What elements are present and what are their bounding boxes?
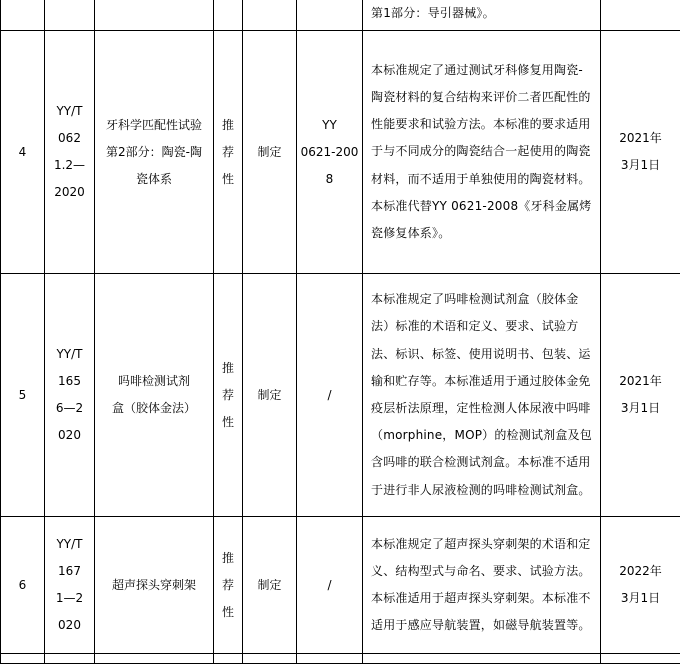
standard-name-cell: 吗啡检测试剂 盒（胶体金法） [95, 274, 214, 517]
standard-name-cell [95, 654, 214, 664]
implementation-date-cell: 2021年 3月1日 [601, 274, 680, 517]
table-row [1, 274, 680, 517]
row-number-cell: 5 [1, 274, 45, 517]
implementation-date-cell: 2021年 3月1日 [601, 31, 680, 274]
scope-cell: 本标准规定了超声探头穿刺架的术语和定义、结构型式与命名、要求、试验方法。本标准适用于超声探头穿刺架。本标准不适用于感应导航装置，如磁导航装置等。 [363, 517, 601, 654]
standard-name-cell: 超声探头穿刺架 [95, 517, 214, 654]
table-row [1, 0, 680, 31]
standard-code-cell [45, 0, 95, 31]
implementation-date-cell [601, 0, 680, 31]
standard-type-cell: 推 荐 性 [214, 274, 243, 517]
standard-type-cell [214, 0, 243, 31]
standard-type-cell: 推 荐 性 [214, 517, 243, 654]
nature-cell: 制定 [243, 517, 297, 654]
standard-code-cell: YY/T 165 6—2 020 [45, 274, 95, 517]
scope-cell: 本标准规定了吗啡检测试剂盒（胶体金法）标准的术语和定义、要求、试验方法、标识、标签、使用说明书、包装、运输和贮存等。本标准适用于通过胶体金免疫层析法原理，定性检测人体尿液中吗啡（morphine，MOP）的检测试剂盒及包含吗啡的联合检测试剂盒。本标准不适用于进行非人尿液检测的吗啡检测试剂盒。 [363, 274, 601, 517]
row-number-cell [1, 654, 45, 664]
scope-cell [363, 654, 601, 664]
replaced-standard-cell: YY 0621-200 8 [297, 31, 363, 274]
standard-code-cell: YY/T 062 1.2— 2020 [45, 31, 95, 274]
nature-cell [243, 0, 297, 31]
scope-cell: 第1部分：导引器械》。 [363, 0, 601, 31]
table-row [1, 517, 680, 654]
nature-cell: 制定 [243, 31, 297, 274]
table-row [1, 654, 680, 664]
replaced-standard-cell: / [297, 274, 363, 517]
replaced-standard-cell [297, 0, 363, 31]
row-number-cell: 4 [1, 31, 45, 274]
standard-name-cell: 牙科学匹配性试验 第2部分：陶瓷-陶 瓷体系 [95, 31, 214, 274]
scope-cell: 本标准规定了通过测试牙科修复用陶瓷-陶瓷材料的复合结构来评价二者匹配性的性能要求和试验方法。本标准的要求适用于与不同成分的陶瓷结合一起使用的陶瓷材料，而不适用于单独使用的陶瓷材料。本标准代替YY 0621-2008《牙科金属烤瓷修复体系》。 [363, 31, 601, 274]
standard-type-cell: 推 荐 性 [214, 31, 243, 274]
standard-name-cell [95, 0, 214, 31]
implementation-date-cell: 2022年 3月1日 [601, 517, 680, 654]
nature-cell [243, 654, 297, 664]
replaced-standard-cell [297, 654, 363, 664]
row-number-cell [1, 0, 45, 31]
table-row [1, 31, 680, 274]
row-number-cell: 6 [1, 517, 45, 654]
replaced-standard-cell: / [297, 517, 363, 654]
standard-code-cell [45, 654, 95, 664]
implementation-date-cell [601, 654, 680, 664]
standard-code-cell: YY/T 167 1—2 020 [45, 517, 95, 654]
standard-type-cell [214, 654, 243, 664]
nature-cell: 制定 [243, 274, 297, 517]
